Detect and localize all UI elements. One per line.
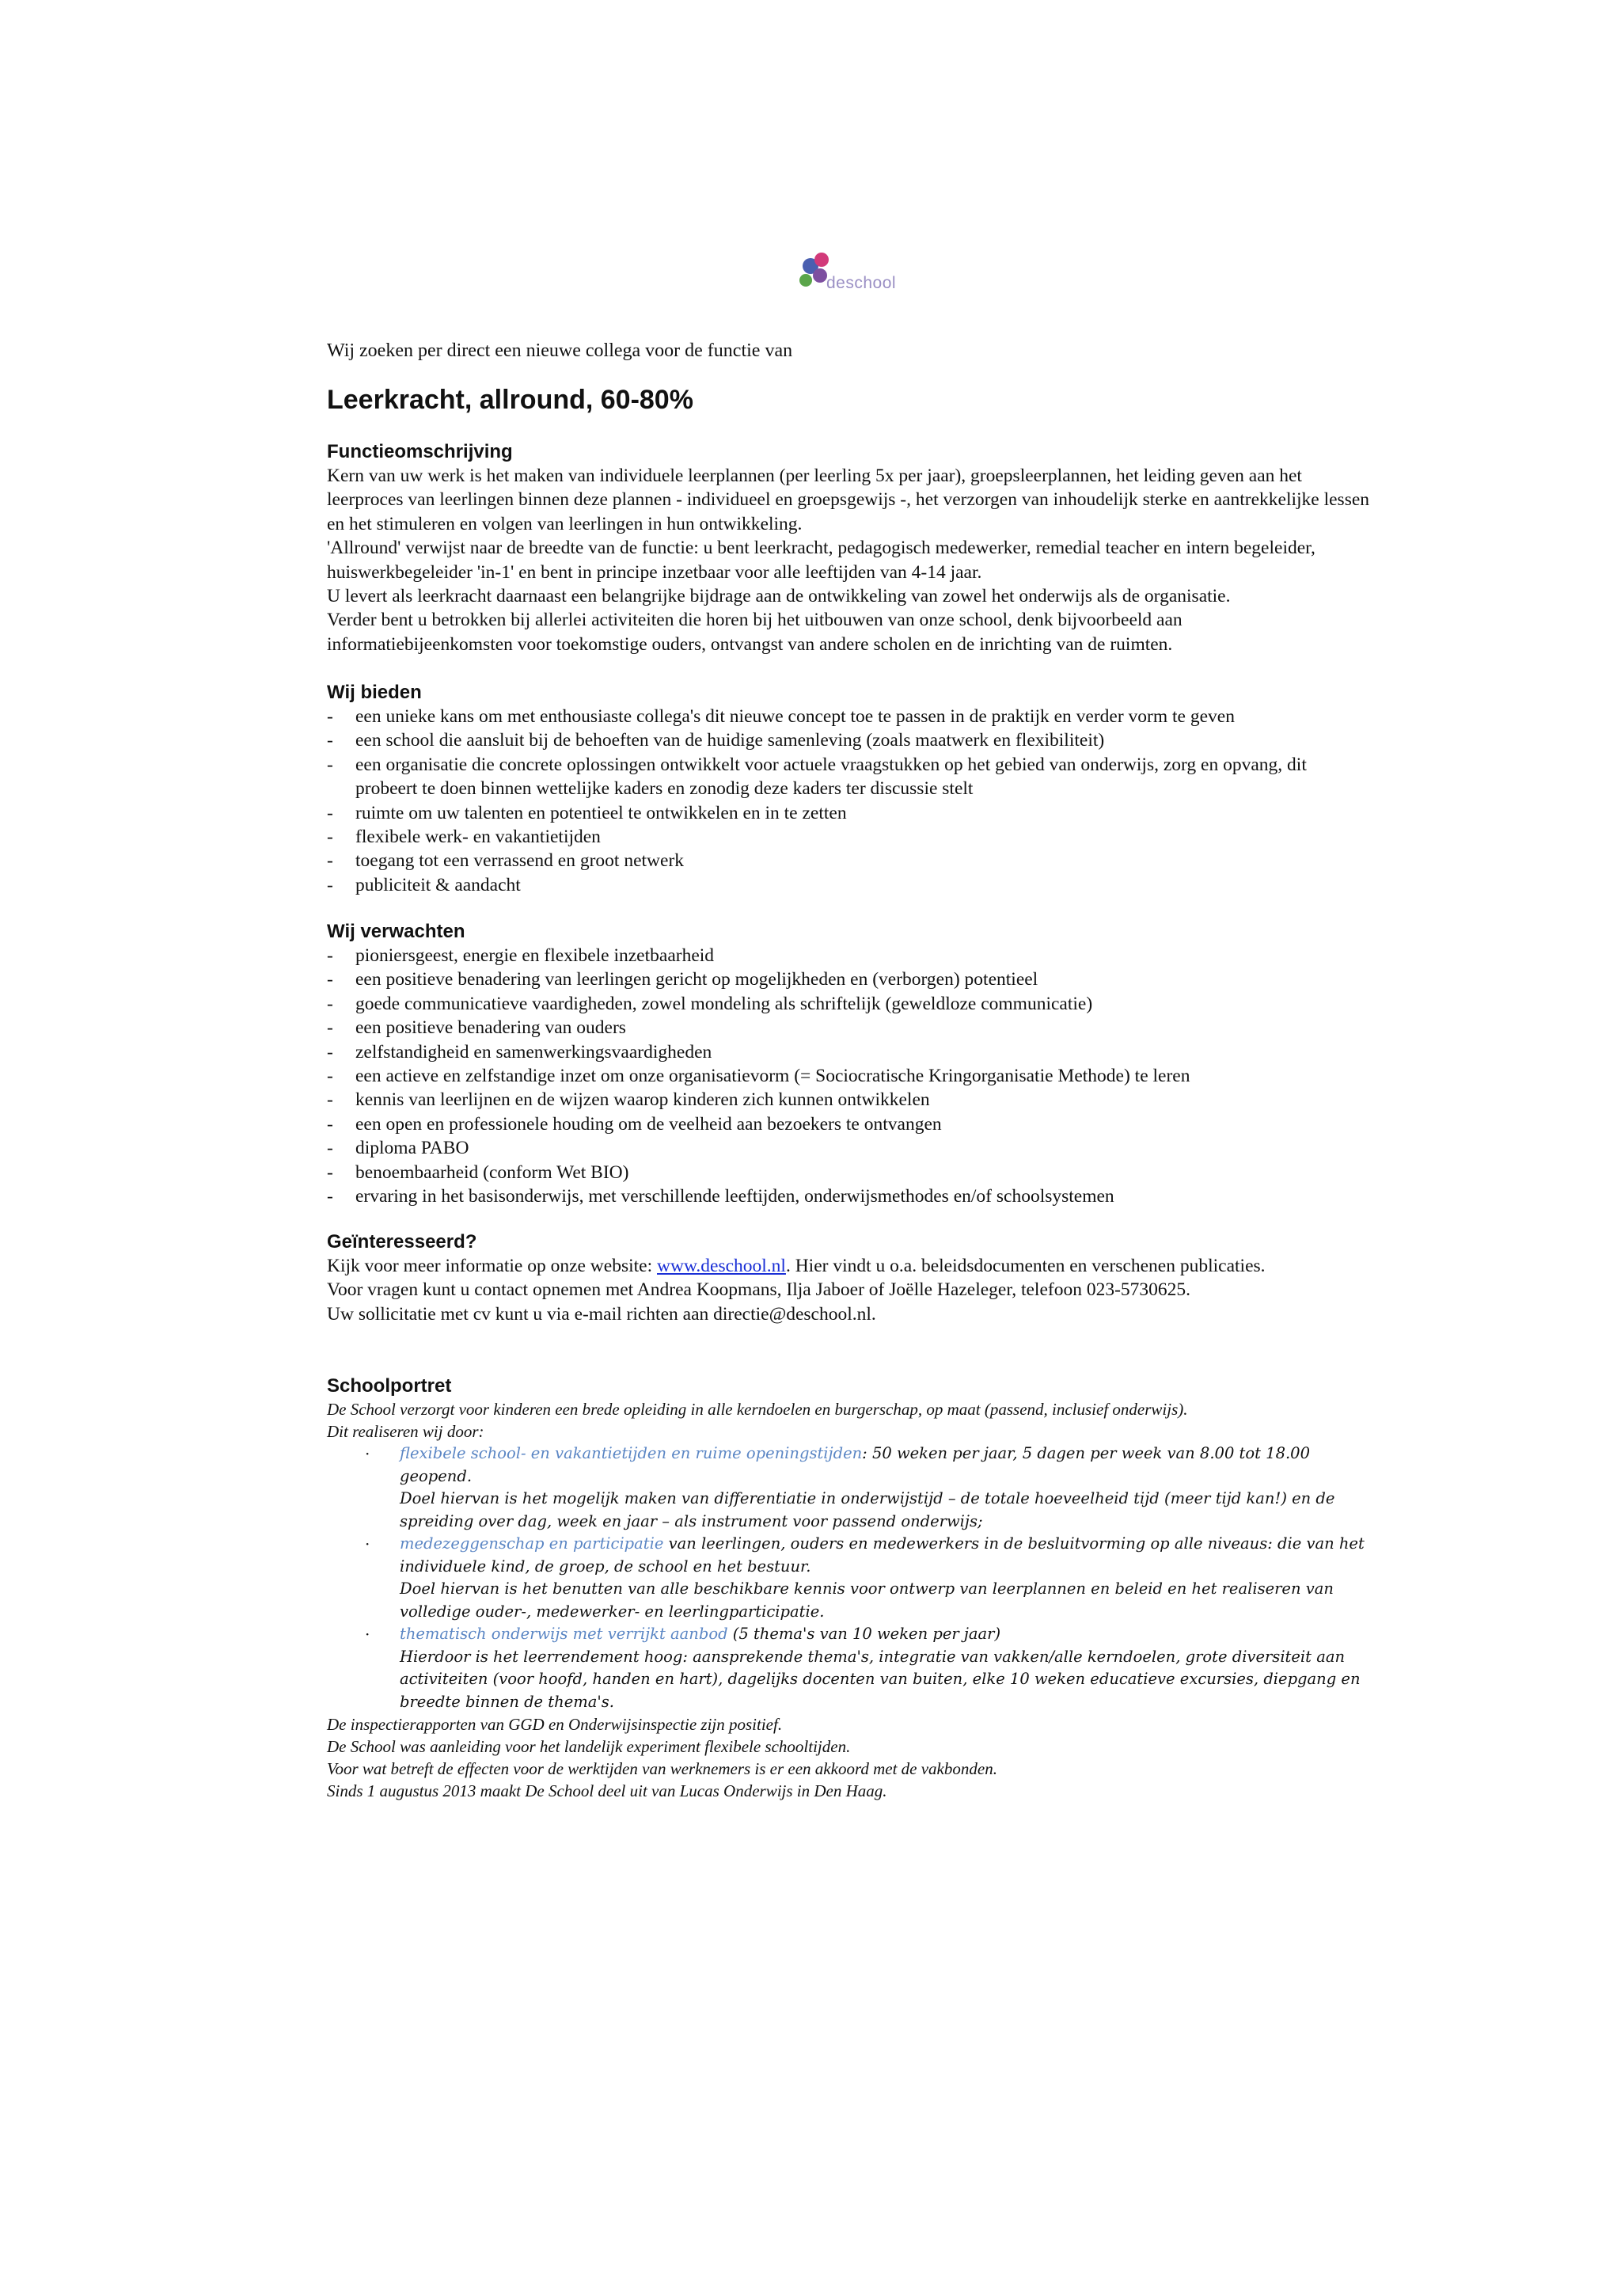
paragraph: Voor vragen kunt u contact opnemen met Andrea Koopmans, Ilja Jaboer of Joëlle Hazeleger, telefoon 023-5730625. bbox=[327, 1279, 1191, 1301]
paragraph: Verder bent u betrokken bij allerlei activiteiten die horen bij het uitbouwen van onze school, denk bijvoorbeeld aan informatiebijeenkomsten voor toekomstige ouders, ontvangst van andere scholen en de inrichting van de ruimten. bbox=[327, 610, 1183, 655]
paragraph: Kijk voor meer informatie op onze website: www.deschool.nl. Hier vindt u o.a. beleidsdocumenten en verschenen publicaties. bbox=[327, 1256, 1266, 1276]
highlight-text: thematisch onderwijs met verrijkt aanbod bbox=[400, 1625, 728, 1643]
heading-functieomschrijving: Functieomschrijving bbox=[327, 441, 513, 462]
list-item: - toegang tot een verrassend en groot netwerk bbox=[327, 849, 1372, 872]
dash-mark: - bbox=[327, 1138, 333, 1159]
bullet-mark: · bbox=[365, 1625, 370, 1644]
list-item: - ruimte om uw talenten en potentieel te ontwikkelen en in te zetten bbox=[327, 801, 1372, 825]
offer-list bbox=[327, 705, 1372, 897]
dash-mark: - bbox=[327, 1089, 333, 1111]
dash-mark: - bbox=[327, 802, 333, 823]
intro-line: Wij zoeken per direct een nieuwe collega voor de functie van bbox=[327, 340, 793, 361]
list-item: - ervaring in het basisonderwijs, met verschillende leeftijden, onderwijsmethodes en/of schoolsystemen bbox=[327, 1184, 1372, 1208]
section-wij-verwachten bbox=[327, 920, 1372, 1208]
heading-schoolportret: Schoolportret bbox=[327, 1375, 452, 1397]
dash-mark: - bbox=[327, 730, 333, 751]
heading-wij-bieden: Wij bieden bbox=[327, 682, 422, 703]
list-item: - pioniersgeest, energie en flexibele inzetbaarheid bbox=[327, 944, 1372, 967]
list-item: - een unieke kans om met enthousiaste collega's dit nieuwe concept toe te passen in de praktijk en verder vorm te geven bbox=[327, 705, 1372, 728]
section-geinteresseerd bbox=[327, 1230, 1372, 1326]
dash-mark: - bbox=[327, 1113, 333, 1135]
dash-mark: - bbox=[327, 1017, 333, 1039]
section-functieomschrijving bbox=[327, 440, 1372, 656]
list-item: - een positieve benadering van leerlingen gericht op mogelijkheden en (verborgen) potentieel bbox=[327, 967, 1372, 991]
paragraph: Voor wat betreft de effecten voor de werktijden van werknemers is er een akkoord met de vakbonden. bbox=[327, 1759, 997, 1778]
logo-petal-green bbox=[799, 274, 812, 287]
detail-text: Hierdoor is het leerrendement hoog: aansprekende thema's, integratie van vakken/alle kerndoelen, grote diversiteit aan activiteiten (voor hoofd, handen en hart), dagelijks docenten van buiten, elke 10 weken educatieve excursies, diepgang en breedte binnen de thema's. bbox=[400, 1647, 1361, 1711]
school-logo bbox=[792, 238, 902, 317]
dash-mark: - bbox=[327, 1066, 333, 1087]
dash-mark: - bbox=[327, 874, 333, 895]
paragraph: Uw sollicitatie met cv kunt u via e-mail richten aan directie@deschool.nl. bbox=[327, 1303, 876, 1325]
section-wij-bieden bbox=[327, 681, 1372, 897]
website-link[interactable]: www.deschool.nl bbox=[657, 1256, 786, 1276]
logo-petal-pink bbox=[814, 253, 829, 267]
list-item: - een actieve en zelfstandige inzet om onze organisatievorm (= Sociocratische Kringorganisatie Methode) te leren bbox=[327, 1064, 1372, 1088]
dash-mark: - bbox=[327, 827, 333, 848]
logo-text: deschool bbox=[826, 274, 897, 292]
dash-mark: - bbox=[327, 969, 333, 990]
list-item: - kennis van leerlijnen en de wijzen waarop kinderen zich kunnen ontwikkelen bbox=[327, 1088, 1372, 1112]
detail-text: Doel hiervan is het mogelijk maken van differentiatie in onderwijstijd – de totale hoeveelheid tijd (meer tijd kan!) en de spreiding over dag, week en jaar – als instrument voor passend onderwijs; bbox=[400, 1489, 1335, 1530]
dash-mark: - bbox=[327, 754, 333, 775]
paragraph: De School was aanleiding voor het landelijk experiment flexibele schooltijden. bbox=[327, 1737, 851, 1756]
heading-wij-verwachten: Wij verwachten bbox=[327, 921, 465, 942]
dash-mark: - bbox=[327, 850, 333, 872]
list-item: - een school die aansluit bij de behoeften van de huidige samenleving (zoals maatwerk en flexibiliteit) bbox=[327, 728, 1372, 752]
list-item: - goede communicatieve vaardigheden, zowel mondeling als schriftelijk (geweldloze communicatie) bbox=[327, 992, 1372, 1016]
list-item: - benoembaarheid (conform Wet BIO) bbox=[327, 1161, 1372, 1184]
list-item: - diploma PABO bbox=[327, 1136, 1372, 1160]
paragraph: Kern van uw werk is het maken van individuele leerplannen (per leerling 5x per jaar), groepsleerplannen, het leiding geven aan het leerproces van leerlingen binnen deze plannen - individueel en groepsgewijs -, het verzorgen van inhoudelijk sterke en aantrekkelijke lessen en het stimuleren en volgen van leerlingen in hun ontwikkeling. bbox=[327, 466, 1370, 534]
list-item: - een positieve benadering van ouders bbox=[327, 1016, 1372, 1040]
dash-mark: - bbox=[327, 1186, 333, 1207]
logo-petal-purple bbox=[813, 268, 827, 283]
list-item: - zelfstandigheid en samenwerkingsvaardigheden bbox=[327, 1040, 1372, 1064]
page-title: Leerkracht, allround, 60-80% bbox=[327, 385, 693, 415]
list-item: - een organisatie die concrete oplossingen ontwikkelt voor actuele vraagstukken op het gebied van onderwijs, zorg en opvang, dit probeert te doen binnen wettelijke kaders en zonodig deze kaders ter discussie stelt bbox=[327, 754, 1307, 800]
dash-mark: - bbox=[327, 1041, 333, 1062]
expectation-list bbox=[327, 944, 1372, 1208]
paragraph: De School verzorgt voor kinderen een brede opleiding in alle kerndoelen en burgerschap, op maat (passend, inclusief onderwijs). bbox=[327, 1400, 1188, 1419]
dash-mark: - bbox=[327, 945, 333, 966]
paragraph: U levert als leerkracht daarnaast een belangrijke bijdrage aan de ontwikkeling van zowel het onderwijs als de organisatie. bbox=[327, 586, 1231, 607]
heading-geinteresseerd: Geïnteresseerd? bbox=[327, 1231, 477, 1253]
paragraph: Dit realiseren wij door: bbox=[327, 1422, 484, 1441]
list-item: - publiciteit & aandacht bbox=[327, 873, 1372, 897]
detail-text: Doel hiervan is het benutten van alle beschikbare kennis voor ontwerp van leerplannen en beleid en het realiseren van volledige ouder-, medewerker- en leerlingparticipatie. bbox=[400, 1579, 1334, 1621]
list-item: - flexibele werk- en vakantietijden bbox=[327, 825, 1372, 849]
highlight-text: medezeggenschap en participatie bbox=[400, 1534, 664, 1553]
list-item: · thematisch onderwijs met verrijkt aanbod (5 thema's van 10 weken per jaar) Hierdoor is het leerrendement hoog: aansprekende thema's, integratie van vakken/alle kerndoelen, grote diversiteit aan activiteiten (voor hoofd, handen en hart), dagelijks docenten van buiten, elke 10 weken educatieve excursies, diepgang en breedte binnen de thema's. bbox=[365, 1625, 1361, 1711]
dash-mark: - bbox=[327, 993, 333, 1014]
list-item: · flexibele school- en vakantietijden en ruime openingstijden: 50 weken per jaar, 5 dagen per week van 8.00 tot 18.00 geopend. Doel hiervan is het mogelijk maken van differentiatie in onderwijstijd – de totale hoeveelheid tijd (meer tijd kan!) en de spreiding over dag, week en jaar – als instrument voor passend onderwijs; bbox=[365, 1444, 1335, 1530]
paragraph: Sinds 1 augustus 2013 maakt De School deel uit van Lucas Onderwijs in Den Haag. bbox=[327, 1781, 887, 1800]
section-schoolportret bbox=[327, 1374, 1372, 1802]
list-item: - een open en professionele houding om de veelheid aan bezoekers te ontvangen bbox=[327, 1112, 1372, 1136]
list-item: · medezeggenschap en participatie van leerlingen, ouders en medewerkers in de besluitvorming op alle niveaus: die van het individuele kind, de groep, de school en het bestuur. Doel hiervan is het benutten van alle beschikbare kennis voor ontwerp van leerplannen en beleid en het realiseren van volledige ouder-, medewerker- en leerlingparticipatie. bbox=[365, 1534, 1365, 1621]
paragraph: De inspectierapporten van GGD en Onderwijsinspectie zijn positief. bbox=[327, 1715, 783, 1734]
bullet-mark: · bbox=[365, 1534, 370, 1553]
bullet-mark: · bbox=[365, 1444, 370, 1463]
highlight-text: flexibele school- en vakantietijden en ruime openingstijden bbox=[400, 1444, 863, 1462]
dash-mark: - bbox=[327, 1161, 333, 1183]
realisation-list bbox=[327, 1443, 1372, 1713]
dash-mark: - bbox=[327, 706, 333, 727]
paragraph: 'Allround' verwijst naar de breedte van de functie: u bent leerkracht, pedagogisch medewerker, remedial teacher en intern begeleider, huiswerkbegeleider 'in-1' en bent in principe inzetbaar voor alle leeftijden van 4-14 jaar. bbox=[327, 538, 1315, 583]
